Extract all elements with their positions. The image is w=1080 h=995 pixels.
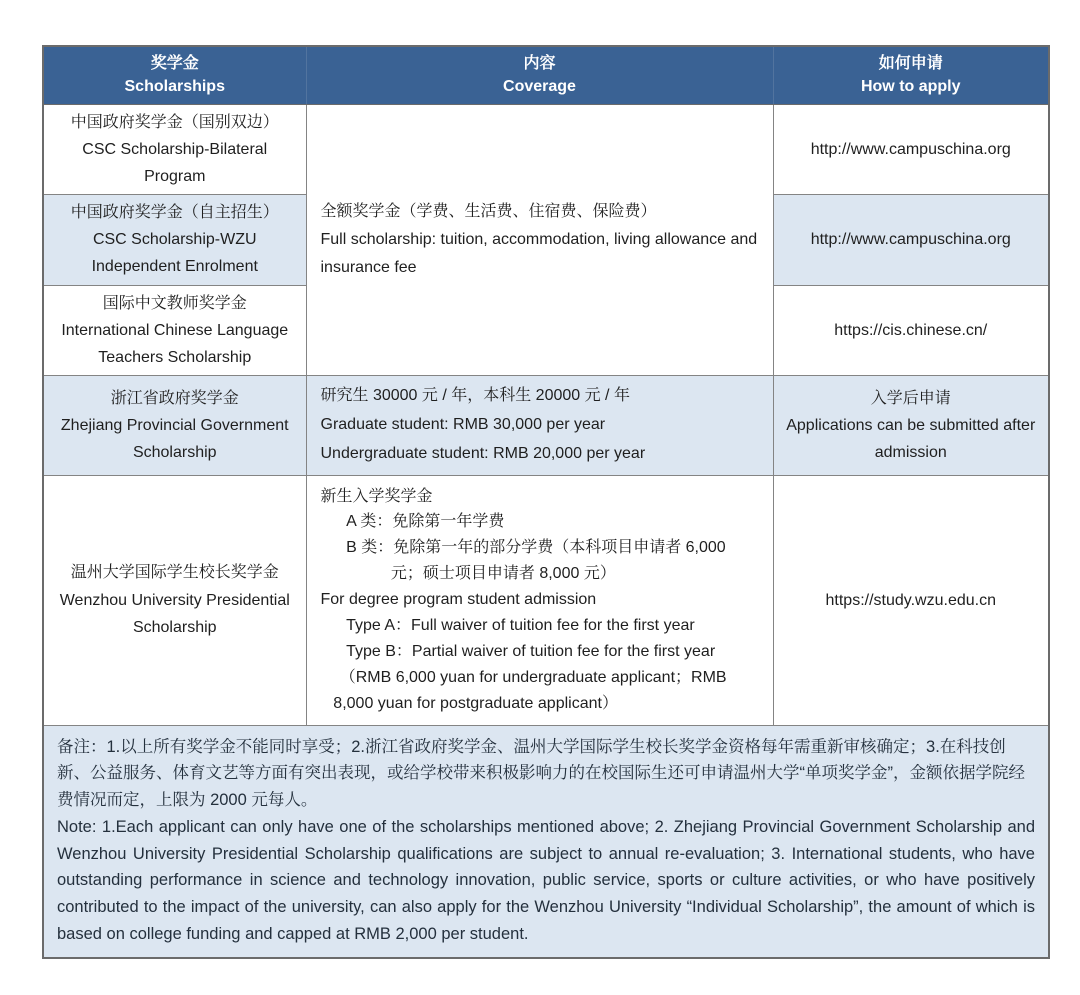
apply-url-wzu-presidential <box>773 475 1049 725</box>
scholarship-name-zh: 国际中文教师奖学金 <box>102 294 247 312</box>
header-how-to-apply-zh: 如何申请 <box>878 55 943 73</box>
header-how-to-apply-en: How to apply <box>860 78 961 96</box>
header-scholarships <box>43 46 306 104</box>
scholarship-name-csc-wzu <box>43 195 306 286</box>
note-text-en: Note: 1.Each applicant can only have one of the scholarships mentioned above; 2. Zhejiang Provincial Government Scholarship and Wenzhou University Presidential Scholarship qualifications are subject to annual re-evaluation; 3. International students, who have outstanding performance in science and technology innovation, public service, sports or culture activities, or who have positively contributed to the impact of the university, can also apply for the Wenzhou University “Individual Scholarship”, the amount of which is based on college funding and capped at RMB 2,000 per student. <box>57 817 1035 943</box>
header-coverage <box>306 46 773 104</box>
coverage-full-scholarship <box>306 104 773 376</box>
apply-en: Applications can be submitted after admission <box>786 416 1036 461</box>
coverage-zh: 全额奖学金（学费、生活费、住宿费、保险费） <box>320 202 657 220</box>
coverage-en: Full scholarship: tuition, accommodation, living allowance and insurance fee <box>320 230 758 276</box>
header-scholarships-zh: 奖学金 <box>150 55 199 73</box>
header-scholarships-en: Scholarships <box>124 78 225 96</box>
scholarship-name-zh: 中国政府奖学金（自主招生） <box>70 204 279 222</box>
coverage-line: 元；硕士项目申请者 8,000 元） <box>390 565 616 583</box>
coverage-line: （RMB 6,000 yuan for undergraduate applicant；RMB <box>339 668 727 686</box>
coverage-line: Type B：Partial waiver of tuition fee for the first year <box>346 643 716 661</box>
coverage-en-graduate: Graduate student: RMB 30,000 per year <box>320 415 606 433</box>
scholarship-name-wzu-presidential <box>43 475 306 725</box>
url-text: https://cis.chinese.cn/ <box>834 321 988 339</box>
apply-url-icl-teachers <box>773 285 1049 376</box>
apply-url-csc-bilateral <box>773 104 1049 195</box>
coverage-en-undergraduate: Undergraduate student: RMB 20,000 per year <box>320 444 646 462</box>
notes-cell <box>43 725 1049 958</box>
scholarship-name-icl-teachers <box>43 285 306 376</box>
note-text-zh: 备注：1.以上所有奖学金不能同时享受；2.浙江省政府奖学金、温州大学国际学生校长奖学金资格每年需重新审核确定；3.在科技创新、公益服务、体育文艺等方面有突出表现，或给学校带来积极影响力的在校国际生还可申请温州大学“单项奖学金”，金额依据学院经费情况而定，上限为 2000 元每人。 <box>57 737 1025 810</box>
coverage-line: For degree program student admission <box>320 591 597 609</box>
scholarship-name-zh: 中国政府奖学金（国别双边） <box>70 113 279 131</box>
table-header-row <box>43 46 1049 104</box>
scholarship-name-en: Wenzhou University Presidential Scholarship <box>59 591 290 636</box>
coverage-zh: 研究生 30000 元 / 年，本科生 20000 元 / 年 <box>320 387 630 405</box>
coverage-line: 新生入学奖学金 <box>320 487 433 505</box>
header-how-to-apply <box>773 46 1049 104</box>
scholarship-name-zh: 温州大学国际学生校长奖学金 <box>70 564 279 582</box>
coverage-wzu-presidential <box>306 475 773 725</box>
coverage-line: Type A：Full waiver of tuition fee for the first year <box>346 617 695 635</box>
scholarship-name-zh: 浙江省政府奖学金 <box>110 389 239 407</box>
header-coverage-en: Coverage <box>503 78 576 96</box>
coverage-line: A 类：免除第一年学费 <box>346 513 505 531</box>
url-text: http://www.campuschina.org <box>810 231 1011 249</box>
table-row <box>43 104 1049 195</box>
notes-row <box>43 725 1049 958</box>
apply-zhejiang <box>773 376 1049 475</box>
scholarship-name-en: International Chinese Language Teachers Scholarship <box>61 321 289 366</box>
coverage-line: B 类：免除第一年的部分学费（本科项目申请者 6,000 <box>346 539 726 557</box>
table-row <box>43 376 1049 475</box>
scholarship-name-en: CSC Scholarship-WZU Independent Enrolment <box>91 231 258 276</box>
scholarship-table <box>42 45 1050 959</box>
coverage-line: 8,000 yuan for postgraduate applicant） <box>333 694 618 712</box>
url-text: https://study.wzu.edu.cn <box>825 591 996 609</box>
apply-url-csc-wzu <box>773 195 1049 286</box>
url-text: http://www.campuschina.org <box>810 140 1011 158</box>
table-row <box>43 475 1049 725</box>
page <box>0 45 1080 995</box>
apply-zh: 入学后申请 <box>870 389 951 407</box>
scholarship-name-en: CSC Scholarship-Bilateral Program <box>82 140 268 185</box>
coverage-zhejiang <box>306 376 773 475</box>
scholarship-name-csc-bilateral <box>43 104 306 195</box>
header-coverage-zh: 内容 <box>523 55 556 73</box>
scholarship-name-zhejiang <box>43 376 306 475</box>
scholarship-name-en: Zhejiang Provincial Government Scholarship <box>60 416 289 461</box>
